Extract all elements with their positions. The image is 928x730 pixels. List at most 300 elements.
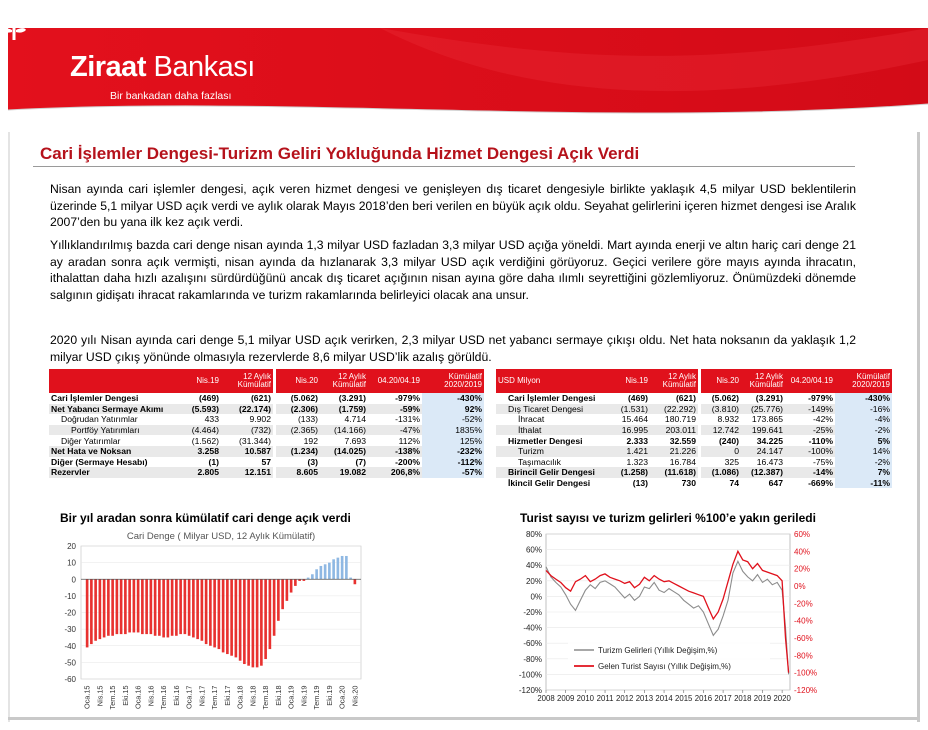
column-header: 12 Aylık Kümülatif (741, 369, 785, 393)
table-cell: (1.258) (610, 467, 650, 478)
table-cell: -430% (835, 393, 892, 404)
table-cell: -138% (368, 446, 422, 457)
bar (277, 579, 280, 621)
table-cell: 24.147 (741, 446, 785, 457)
table-cell: 112% (368, 435, 422, 446)
bar (86, 579, 89, 647)
table-cell: -232% (422, 446, 484, 457)
table-cell: (7) (320, 457, 368, 468)
table-cell: 1.421 (610, 446, 650, 457)
x-tick-label: Oca.15 (82, 685, 92, 710)
table-cell: (1) (179, 457, 221, 468)
table-cell: -2% (835, 425, 892, 436)
x-tick-label: Eki.16 (171, 685, 181, 706)
column-header: Nis.20 (701, 369, 741, 393)
bar (201, 579, 204, 641)
table-cell: -59% (368, 404, 422, 415)
table-cell: 203.011 (650, 425, 698, 436)
y-tick-label: -30 (64, 625, 76, 635)
legend-label-tourism-revenue: Turizm Gelirleri (Yıllık Değişim,%) (598, 646, 718, 655)
table-cell: -100% (785, 446, 835, 457)
title-divider (33, 166, 855, 167)
table-cell: 7.693 (320, 435, 368, 446)
table-cell: 1835% (422, 425, 484, 436)
bar (218, 579, 221, 649)
table-row (496, 404, 892, 415)
column-header: USD Milyon (496, 369, 610, 393)
frame-right-border (917, 132, 920, 722)
bar (273, 579, 276, 636)
table-cell: 4.714 (320, 414, 368, 425)
table-cell: 8.932 (701, 414, 741, 425)
x-tick-label: 2014 (655, 694, 673, 703)
table-cell: -430% (422, 393, 484, 404)
table-cell: (469) (179, 393, 221, 404)
table-row (49, 467, 484, 478)
table-cell: 19.082 (320, 467, 368, 478)
table-cell: (2.306) (276, 404, 320, 415)
x-tick-label: Tem.18 (261, 685, 271, 710)
bar (107, 579, 110, 636)
table-cell: 180.719 (650, 414, 698, 425)
header-banner (0, 0, 928, 132)
table-cell: -979% (785, 393, 835, 404)
table-cell: (11.618) (650, 467, 698, 478)
bar (286, 579, 289, 601)
table-cell: (3.810) (701, 404, 741, 415)
table-cell: -16% (835, 404, 892, 415)
row-label: Hizmetler Dengesi (496, 435, 610, 446)
table-cell: 16.473 (741, 457, 785, 468)
bar (103, 579, 106, 637)
bar (239, 579, 242, 660)
brand-name: Ziraat Bankası (70, 51, 255, 83)
bar (320, 566, 323, 579)
bar (150, 579, 153, 634)
bar (324, 564, 327, 579)
table-cell: -112% (422, 457, 484, 468)
bar (226, 579, 229, 654)
table-cell: 325 (701, 457, 741, 468)
table-header-row (496, 369, 892, 393)
table-cell: 2.333 (610, 435, 650, 446)
table-cell: 5% (835, 435, 892, 446)
table-cell: 7% (835, 467, 892, 478)
x-tick-label: Eki.15 (120, 685, 130, 706)
bar (264, 579, 267, 659)
x-tick-label: 2020 (773, 694, 791, 703)
bar (294, 579, 297, 586)
table-row (496, 435, 892, 446)
y-right-tick-label: 0% (794, 582, 806, 591)
table-cell: -2% (835, 457, 892, 468)
table-row (496, 446, 892, 457)
bar (188, 579, 191, 636)
table-cell: 14% (835, 446, 892, 457)
row-label: İhracat (496, 414, 610, 425)
bar (205, 579, 208, 644)
table-cell: 16.995 (610, 425, 650, 436)
table-cell: (5.593) (179, 404, 221, 415)
table-cell: (25.776) (741, 404, 785, 415)
table-cell: (22.292) (650, 404, 698, 415)
bar (209, 579, 212, 646)
row-label: Turizm (496, 446, 610, 457)
bar (111, 579, 114, 636)
column-header: 04.20/04.19 (785, 369, 835, 393)
x-tick-label: Tem.15 (108, 685, 118, 710)
left-chart-title: Bir yıl aradan sonra kümülatif cari denge açık verdi (60, 511, 351, 525)
bar (141, 579, 144, 634)
table-body (496, 393, 892, 488)
chart-title: Cari Denge ( Milyar USD, 12 Aylık Kümülatif) (126, 531, 316, 542)
x-tick-label: Nis.19 (299, 685, 309, 707)
x-tick-label: Nis.20 (350, 685, 360, 707)
table-row (49, 457, 484, 468)
paragraph-3: 2020 yılı Nisan ayında cari denge 5,1 milyar USD açık verirken, 2,3 milyar USD net yabancı sermaye çıkışı oldu. Net hata noksanın da yaklaşık 1,2 milyar USD çıkış yönünde olmasıyla rezervlerde 8,6 milyar USD’lik azalış görüldü. (50, 333, 856, 364)
x-tick-label: 2017 (714, 694, 732, 703)
table-cell: 192 (276, 435, 320, 446)
table-cell: (240) (701, 435, 741, 446)
bar (290, 579, 293, 592)
current-account-table (496, 369, 892, 488)
legend-label-tourist-arrivals: Gelen Turist Sayısı (Yıllık Değişim,%) (598, 662, 731, 671)
y-left-tick-label: -60% (523, 639, 542, 649)
x-tick-label: 2010 (576, 694, 595, 703)
table-cell: 3.258 (179, 446, 221, 457)
y-tick-label: 0 (71, 575, 76, 585)
table-cell: -52% (422, 414, 484, 425)
table-row (49, 404, 484, 415)
table-cell: (1.531) (610, 404, 650, 415)
bar (192, 579, 195, 637)
x-tick-label: Nis.15 (95, 685, 105, 707)
y-right-tick-label: -60% (794, 634, 813, 643)
row-label: Doğrudan Yatırımlar (49, 414, 179, 425)
table-row (49, 425, 484, 436)
table-cell: 21.226 (650, 446, 698, 457)
x-tick-label: Nis.16 (146, 685, 156, 707)
bar (154, 579, 157, 636)
table-cell: -110% (785, 435, 835, 446)
table-row (496, 414, 892, 425)
right-chart-title: Turist sayısı ve turizm gelirleri %100’e yakın geriledi (520, 511, 816, 525)
table-cell: (133) (276, 414, 320, 425)
table-cell: (13) (610, 478, 650, 489)
bar (281, 579, 284, 609)
bar (315, 569, 318, 579)
x-tick-label: Tem.19 (312, 685, 322, 710)
table-cell: (1.562) (179, 435, 221, 446)
table-cell: 173.865 (741, 414, 785, 425)
y-tick-label: -50 (64, 658, 76, 668)
table-cell: 2.805 (179, 467, 221, 478)
bar (175, 579, 178, 636)
x-tick-label: 2012 (616, 694, 634, 703)
table-cell: 15.464 (610, 414, 650, 425)
table-row (496, 393, 892, 404)
y-right-tick-label: -120% (794, 686, 818, 695)
table-cell: 10.587 (221, 446, 273, 457)
y-right-tick-label: -100% (794, 668, 818, 678)
table-row (49, 414, 484, 425)
table-cell: 92% (422, 404, 484, 415)
table-cell: 74 (701, 478, 741, 489)
table-cell: 12.151 (221, 467, 273, 478)
row-label: Diğer (Sermaye Hesabı) (49, 457, 179, 468)
table-cell: -149% (785, 404, 835, 415)
column-header: Nis.19 (610, 369, 650, 393)
bar (213, 579, 216, 647)
current-account-bar-chart (46, 526, 366, 714)
wheat-logo-icon (0, 0, 28, 42)
table-cell: 125% (422, 435, 484, 446)
x-tick-label: 2013 (635, 694, 654, 703)
table-cell: (3.291) (741, 393, 785, 404)
x-tick-label: Oca.20 (337, 685, 347, 710)
row-label: Cari İşlemler Dengesi (496, 393, 610, 404)
y-left-tick-label: 20% (525, 576, 542, 586)
row-label: Portföy Yatırımları (49, 425, 179, 436)
bar (345, 556, 348, 579)
bar (256, 579, 259, 667)
table-cell: -57% (422, 467, 484, 478)
table-cell: (3) (276, 457, 320, 468)
bar (269, 579, 272, 649)
table-row (496, 457, 892, 468)
table-row (49, 435, 484, 446)
frame-bottom-border (8, 717, 920, 720)
table-cell: -979% (368, 393, 422, 404)
bar (120, 579, 123, 634)
row-label: Net Hata ve Noksan (49, 446, 179, 457)
table-cell: -669% (785, 478, 835, 489)
x-tick-label: 2011 (596, 694, 614, 703)
table-cell: 32.559 (650, 435, 698, 446)
y-left-tick-label: 40% (525, 561, 542, 571)
y-right-tick-label: -40% (794, 616, 813, 626)
brand-tagline: Bir bankadan daha fazlası (110, 90, 232, 102)
column-header: 12 Aylık Kümülatif (221, 369, 273, 393)
bar (116, 579, 119, 634)
y-left-tick-label: -40% (523, 623, 542, 633)
row-label: Birincil Gelir Dengesi (496, 467, 610, 478)
y-tick-label: -40 (64, 641, 76, 651)
y-right-tick-label: 40% (794, 547, 811, 557)
row-label: İkincil Gelir Dengesi (496, 478, 610, 489)
y-left-tick-label: 60% (525, 545, 542, 555)
bar (341, 556, 344, 579)
column-header: 12 Aylık Kümülatif (320, 369, 368, 393)
x-tick-label: 2018 (734, 694, 752, 703)
x-tick-label: Eki.17 (222, 685, 232, 706)
table-cell: -14% (785, 467, 835, 478)
table-cell: (3.291) (320, 393, 368, 404)
frame-left-border (8, 132, 10, 722)
table-row (496, 478, 892, 489)
table-row (496, 425, 892, 436)
y-left-tick-label: -100% (518, 670, 542, 680)
row-label: Dış Ticaret Dengesi (496, 404, 610, 415)
bar (94, 579, 97, 641)
bar (354, 579, 357, 584)
table-cell: -4% (835, 414, 892, 425)
table-row (49, 446, 484, 457)
row-label: Diğer Yatırımlar (49, 435, 179, 446)
column-header (49, 369, 179, 393)
y-right-tick-label: -20% (794, 599, 813, 609)
bar (252, 579, 255, 667)
table-body (49, 393, 484, 478)
table-cell: -131% (368, 414, 422, 425)
x-tick-label: Oca.16 (133, 685, 143, 710)
table-row (49, 393, 484, 404)
table-cell: (22.174) (221, 404, 273, 415)
table-cell: -47% (368, 425, 422, 436)
table-cell: (621) (650, 393, 698, 404)
y-left-tick-label: 80% (525, 530, 542, 539)
bar (90, 579, 93, 644)
table-cell: (5.062) (276, 393, 320, 404)
bar (158, 579, 161, 636)
table-cell: 9.902 (221, 414, 273, 425)
table-header-row (49, 369, 484, 393)
x-tick-label: Tem.16 (159, 685, 169, 710)
x-tick-label: 2008 (537, 694, 555, 703)
x-tick-label: 2009 (556, 694, 575, 703)
table-cell: (621) (221, 393, 273, 404)
bar (196, 579, 199, 639)
x-tick-label: Oca.19 (286, 685, 296, 710)
table-cell: (14.166) (320, 425, 368, 436)
table-cell: (31.344) (221, 435, 273, 446)
y-left-tick-label: -20% (523, 608, 542, 617)
table-cell: (1.234) (276, 446, 320, 457)
column-header: Kümülatif 2020/2019 (835, 369, 892, 393)
table-cell: 1.323 (610, 457, 650, 468)
y-right-tick-label: 20% (794, 564, 811, 574)
table-cell: -25% (785, 425, 835, 436)
column-header: 04.20/04.19 (368, 369, 422, 393)
table-cell: -42% (785, 414, 835, 425)
paragraph-2: Yıllıklandırılmış bazda cari denge nisan ayında 1,3 milyar USD fazladan 3,3 milyar USD açığa yöneldi. Mart ayında enerji ve altın hariç cari denge 21 ay aradan sonra açık vermişti, nisan ayında da hızlanarak 3,3 milyar USD açık verdiğini görüyoruz. Geçici verilere göre mayıs ayında ihracatın, ithalattan daha hızlı azalışını sürdürdüğünü ancak dış ticaret açığının nisan ayına göre daha ılımlı seyrettiğini gözlemliyoruz. Önümüzdeki dönemde salgının gidişatı ihracat rakamlarında ve turizm rakamlarında belirleyici olacak ana unsur. (50, 238, 856, 302)
table-cell: (2.365) (276, 425, 320, 436)
table-cell: -200% (368, 457, 422, 468)
y-right-tick-label: -80% (794, 651, 813, 661)
bar (260, 579, 263, 665)
table-cell: (732) (221, 425, 273, 436)
bar (162, 579, 165, 637)
x-tick-label: 2016 (694, 694, 713, 703)
table-cell: (1.759) (320, 404, 368, 415)
table-cell: 34.225 (741, 435, 785, 446)
bar (328, 563, 331, 580)
table-cell: 0 (701, 446, 741, 457)
row-label: Rezervler (49, 467, 179, 478)
column-header: 12 Aylık Kümülatif (650, 369, 698, 393)
bar (311, 574, 314, 579)
bar (167, 579, 170, 637)
column-header: Kümülatif 2020/2019 (422, 369, 484, 393)
bar (137, 579, 140, 632)
table-cell: 199.641 (741, 425, 785, 436)
capital-account-table (49, 369, 484, 478)
bar (133, 579, 136, 632)
paragraph-1: Nisan ayında cari işlemler dengesi, açık veren hizmet dengesi ve genişleyen dış ticaret dengesiyle birlikte yaklaşık 4,5 milyar USD beklentilerin üzerinde 5,1 milyar USD açık verdi ve aylık olarak Mayıs 2018’den beri verilen en büyük açık oldu. Seyahat gelirlerini içeren hizmet dengesi ise Aralık 2007’den bu yana ilk kez açık verdi. (50, 182, 856, 229)
table-cell: 730 (650, 478, 698, 489)
table-cell: -75% (785, 457, 835, 468)
table-cell: (1.086) (701, 467, 741, 478)
bar (179, 579, 182, 634)
table-row (496, 467, 892, 478)
bar (230, 579, 233, 655)
x-tick-label: Tem.17 (210, 685, 220, 710)
bar (124, 579, 127, 634)
row-label: Taşımacılık (496, 457, 610, 468)
table-cell: -11% (835, 478, 892, 489)
x-tick-label: Oca.18 (235, 685, 245, 710)
table-cell: 433 (179, 414, 221, 425)
bar (247, 579, 250, 665)
bar (235, 579, 238, 657)
bar (332, 559, 335, 579)
x-tick-label: Nis.17 (197, 685, 207, 707)
column-header: Nis.19 (179, 369, 221, 393)
table-cell: 16.784 (650, 457, 698, 468)
table-cell: (14.025) (320, 446, 368, 457)
table-cell: (5.062) (701, 393, 741, 404)
bar (184, 579, 187, 634)
tourism-line-chart (508, 526, 818, 714)
row-label: İthalat (496, 425, 610, 436)
y-left-tick-label: -120% (518, 686, 542, 695)
table-cell: 57 (221, 457, 273, 468)
bar (99, 579, 102, 639)
y-tick-label: -10 (64, 591, 76, 601)
table-cell: 8.605 (276, 467, 320, 478)
y-tick-label: 20 (67, 542, 76, 551)
bar (145, 579, 148, 634)
x-tick-label: 2015 (675, 694, 693, 703)
x-tick-label: Nis.18 (248, 685, 258, 707)
x-tick-label: 2019 (753, 694, 772, 703)
x-tick-label: Eki.19 (324, 685, 334, 706)
y-tick-label: -60 (64, 675, 76, 684)
bar (128, 579, 131, 632)
y-right-tick-label: 60% (794, 530, 811, 539)
table-cell: 12.742 (701, 425, 741, 436)
table-cell: (4.464) (179, 425, 221, 436)
page-title: Cari İşlemler Dengesi-Turizm Geliri Yokluğunda Hizmet Dengesi Açık Verdi (40, 144, 640, 163)
table-cell: 647 (741, 478, 785, 489)
row-label: Cari İşlemler Dengesi (49, 393, 179, 404)
table-cell: (469) (610, 393, 650, 404)
bar (243, 579, 246, 664)
row-label: Net Yabancı Sermaye Akımı (49, 404, 179, 415)
x-tick-label: Oca.17 (184, 685, 194, 710)
y-left-tick-label: 0% (530, 592, 542, 602)
table-cell: (12.387) (741, 467, 785, 478)
y-tick-label: -20 (64, 608, 76, 618)
x-tick-label: Eki.18 (273, 685, 283, 706)
y-left-tick-label: -80% (523, 654, 542, 664)
table-cell: 206,8% (368, 467, 422, 478)
bar (337, 558, 340, 580)
bar (171, 579, 174, 636)
bar (222, 579, 225, 652)
column-header: Nis.20 (276, 369, 320, 393)
y-tick-label: 10 (67, 558, 76, 568)
